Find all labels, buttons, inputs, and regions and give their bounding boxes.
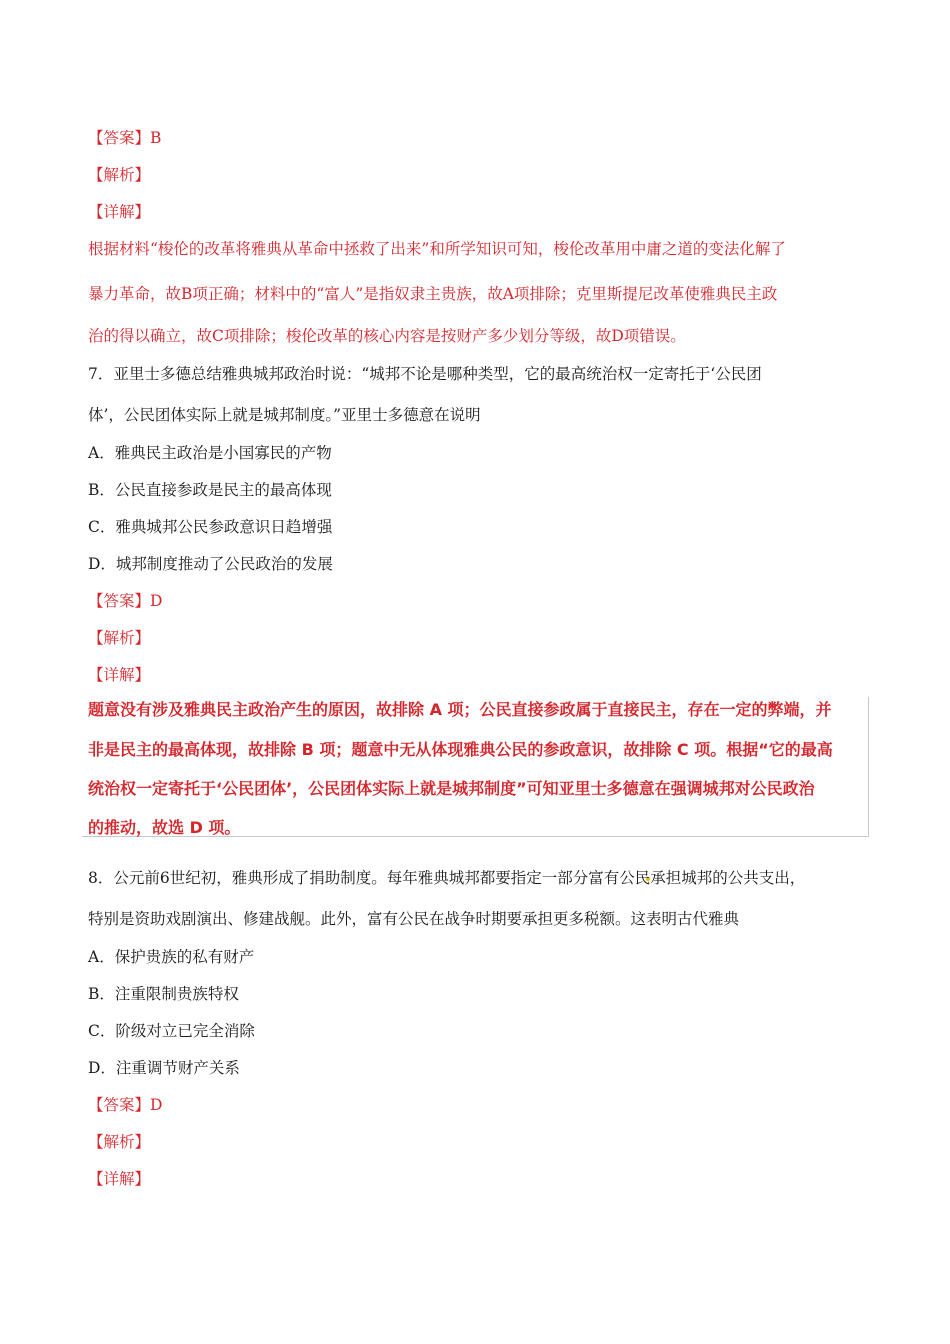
option-c: C．阶级对立已完全消除 — [88, 1022, 255, 1040]
detail-tag: 【详解】 — [88, 1170, 151, 1188]
answer-line — [88, 591, 162, 611]
detail-tag: 【详解】 — [88, 666, 151, 684]
answer-value: D — [150, 592, 163, 610]
detail-line: 根据材料“梭伦的改革将雅典从革命中拯救了出来”和所学知识可知，梭伦改革用中庸之道的变法化解了 — [88, 240, 786, 258]
analysis-tag: 【解析】 — [88, 1133, 151, 1151]
detail-line: 非是民主的最高体现，故排除 B 项；题意中无从体现雅典公民的参政意识，故排除 C 项。根据“它的最高 — [88, 740, 833, 759]
detail-line: 的推动，故选 D 项。 — [88, 818, 241, 837]
detail-tag: 【详解】 — [88, 203, 151, 221]
option-b: B．公民直接参政是民主的最高体现 — [88, 481, 332, 499]
question-stem: 8．公元前6世纪初，雅典形成了捐助制度。每年雅典城邦都要指定一部分富有公民承担城邦的公共支出， — [88, 869, 806, 887]
option-d: D．注重调节财产关系 — [88, 1059, 240, 1077]
answer-tag: 【答案】 — [88, 1096, 151, 1114]
analysis-tag: 【解析】 — [88, 629, 151, 647]
option-d: D．城邦制度推动了公民政治的发展 — [88, 555, 333, 573]
answer-line — [88, 1095, 162, 1115]
question-stem: 特别是资助戏剧演出、修建战舰。此外，富有公民在战争时期要承担更多税额。这表明古代雅典 — [88, 910, 740, 928]
question-stem: 体’，公民团体实际上就是城邦制度。”亚里士多德意在说明 — [88, 406, 481, 424]
option-a: A．保护贵族的私有财产 — [88, 948, 255, 966]
answer-tag: 【答案】 — [88, 592, 151, 610]
option-a: A．雅典民主政治是小国寡民的产物 — [88, 444, 332, 462]
detail-line: 治的得以确立，故C项排除；梭伦改革的核心内容是按财产多少划分等级，故D项错误。 — [88, 327, 686, 345]
question-stem: 7．亚里士多德总结雅典城邦政治时说：“城邦不论是哪种类型，它的最高统治权一定寄托于‘公民团 — [88, 365, 762, 383]
option-b: B．注重限制贵族特权 — [88, 985, 239, 1003]
answer-line — [88, 128, 161, 148]
detail-line: 题意没有涉及雅典民主政治产生的原因，故排除 A 项；公民直接参政属于直接民主，存在一定的弊端，并 — [88, 700, 832, 719]
answer-tag: 【答案】 — [88, 129, 151, 147]
answer-value: D — [150, 1096, 163, 1114]
answer-value: B — [150, 129, 162, 147]
analysis-tag: 【解析】 — [88, 166, 151, 184]
option-c: C．雅典城邦公民参政意识日趋增强 — [88, 518, 333, 536]
detail-line: 统治权一定寄托于‘公民团体’，公民团体实际上就是城邦制度”可知亚里士多德意在强调城邦对公民政治 — [88, 779, 815, 798]
detail-line: 暴力革命，故B项正确；材料中的“富人”是指奴隶主贵族，故A项排除；克里斯提尼改革使雅典民主政 — [88, 285, 778, 303]
